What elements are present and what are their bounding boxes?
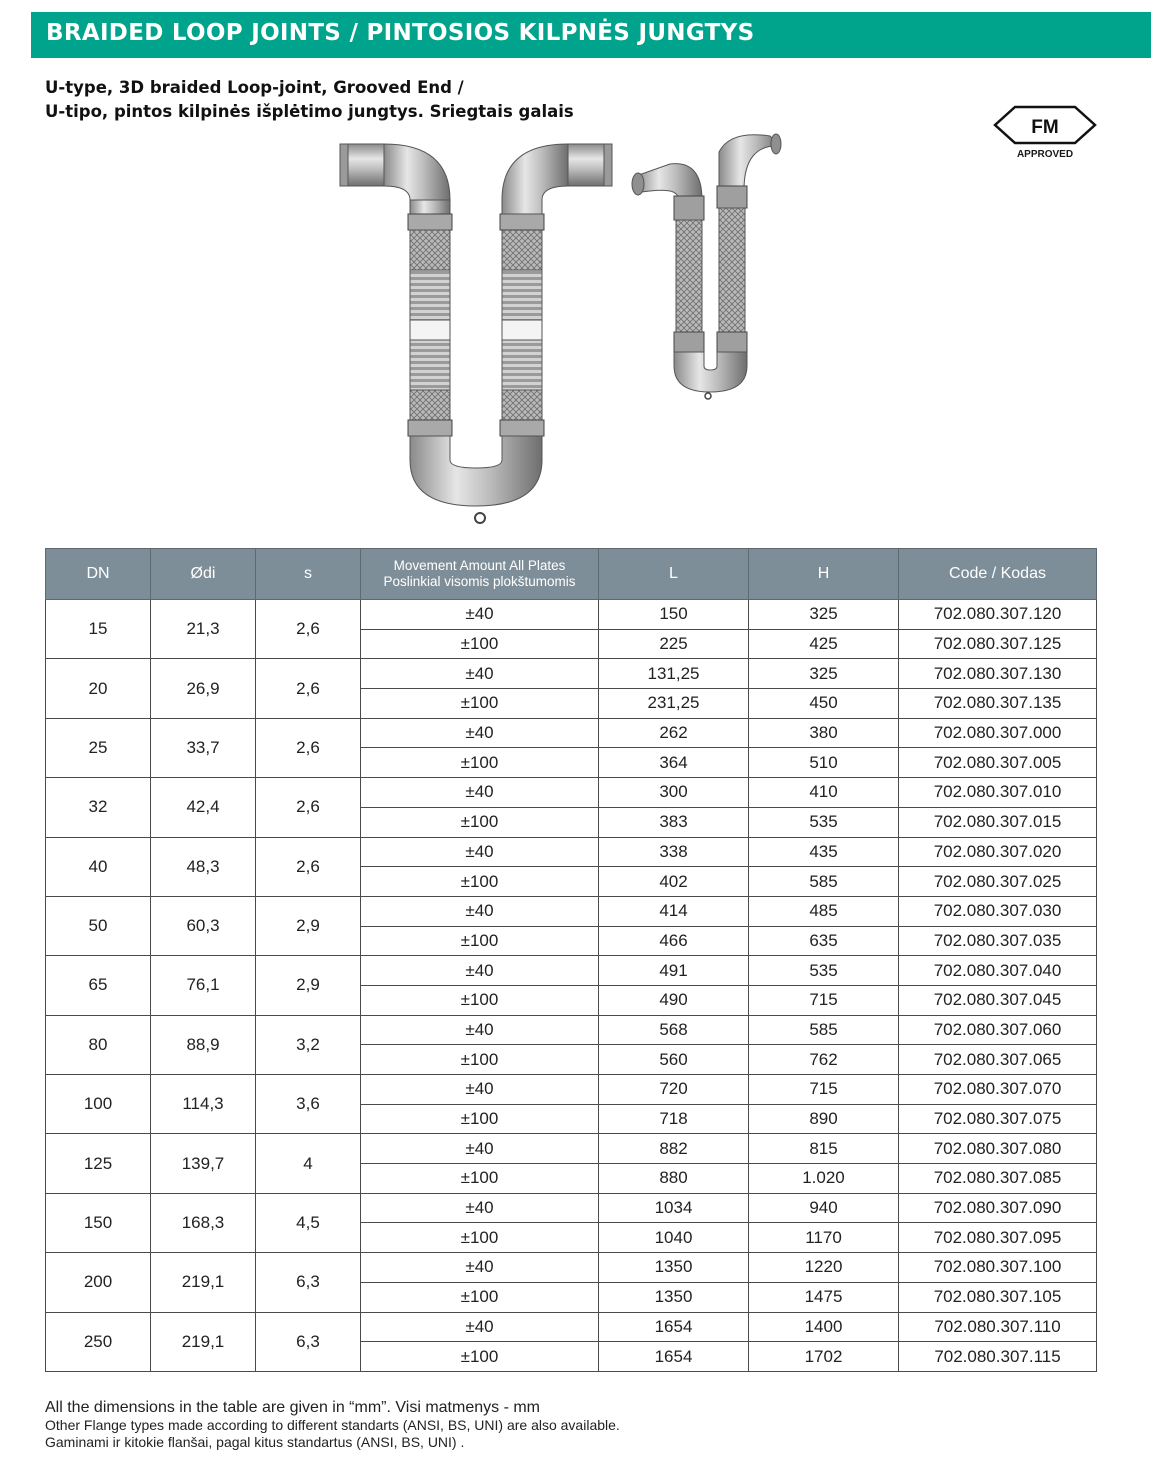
cell-movement: ±100: [361, 1342, 599, 1372]
cell-odi: 168,3: [151, 1193, 256, 1252]
cell-h: 762: [749, 1045, 899, 1075]
cell-odi: 48,3: [151, 837, 256, 896]
cell-h: 325: [749, 600, 899, 630]
cell-s: 3,6: [256, 1075, 361, 1134]
cell-l: 402: [599, 867, 749, 897]
cell-movement: ±40: [361, 778, 599, 808]
table-row: [46, 956, 1097, 986]
cell-s: 4,5: [256, 1193, 361, 1252]
cell-s: 4: [256, 1134, 361, 1193]
table-row: [46, 1312, 1097, 1342]
cell-s: 2,9: [256, 956, 361, 1015]
cell-code: 702.080.307.100: [899, 1253, 1097, 1283]
cell-odi: 33,7: [151, 718, 256, 777]
cell-l: 568: [599, 1015, 749, 1045]
cell-l: 491: [599, 956, 749, 986]
cell-code: 702.080.307.110: [899, 1312, 1097, 1342]
col-header-dn: DN: [46, 549, 151, 600]
cell-movement: ±40: [361, 1312, 599, 1342]
cell-h: 450: [749, 689, 899, 719]
cell-h: 1702: [749, 1342, 899, 1372]
cell-movement: ±40: [361, 1253, 599, 1283]
cell-l: 560: [599, 1045, 749, 1075]
cell-h: 715: [749, 1075, 899, 1105]
cell-h: 585: [749, 1015, 899, 1045]
cell-l: 880: [599, 1164, 749, 1194]
cell-l: 490: [599, 985, 749, 1015]
page-title: BRAIDED LOOP JOINTS / PINTOSIOS KILPNĖS JUNGTYS: [46, 20, 755, 46]
cell-movement: ±100: [361, 1045, 599, 1075]
cell-code: 702.080.307.125: [899, 629, 1097, 659]
cell-l: 300: [599, 778, 749, 808]
cell-code: 702.080.307.090: [899, 1193, 1097, 1223]
cell-l: 338: [599, 837, 749, 867]
table-header-row: [46, 549, 1097, 600]
cell-h: 585: [749, 867, 899, 897]
cell-l: 1350: [599, 1253, 749, 1283]
cell-l: 1350: [599, 1282, 749, 1312]
cell-l: 225: [599, 629, 749, 659]
cell-s: 2,6: [256, 600, 361, 659]
col-header-s: s: [256, 549, 361, 600]
cell-s: 2,9: [256, 896, 361, 955]
cell-h: 325: [749, 659, 899, 689]
cell-code: 702.080.307.035: [899, 926, 1097, 956]
cell-dn: 80: [46, 1015, 151, 1074]
cell-dn: 250: [46, 1312, 151, 1371]
cell-movement: ±40: [361, 1015, 599, 1045]
table-row: [46, 718, 1097, 748]
cell-odi: 42,4: [151, 778, 256, 837]
cell-s: 3,2: [256, 1015, 361, 1074]
fm-approved-badge: [993, 103, 1097, 163]
cell-h: 815: [749, 1134, 899, 1164]
cell-l: 383: [599, 807, 749, 837]
footer-note-flanges-en: Other Flange types made according to different standarts (ANSI, BS, UNI) are also available.: [45, 1417, 620, 1433]
cell-h: 715: [749, 985, 899, 1015]
col-header-odi: Ødi: [151, 549, 256, 600]
cell-code: 702.080.307.095: [899, 1223, 1097, 1253]
col-header-movement-en: Movement Amount All Plates: [393, 558, 566, 573]
u-loop-front-view: [340, 144, 612, 523]
cell-dn: 20: [46, 659, 151, 718]
cell-code: 702.080.307.130: [899, 659, 1097, 689]
cell-movement: ±40: [361, 1075, 599, 1105]
cell-movement: ±100: [361, 985, 599, 1015]
table-row: [46, 1075, 1097, 1105]
cell-code: 702.080.307.045: [899, 985, 1097, 1015]
u-loop-3d-view: [632, 134, 781, 399]
cell-code: 702.080.307.120: [899, 600, 1097, 630]
col-header-h: H: [749, 549, 899, 600]
cell-dn: 50: [46, 896, 151, 955]
cell-movement: ±100: [361, 867, 599, 897]
footer-note-flanges-lt: Gaminami ir kitokie flanšai, pagal kitus standartus (ANSI, BS, UNI) .: [45, 1434, 465, 1450]
cell-odi: 21,3: [151, 600, 256, 659]
cell-h: 890: [749, 1104, 899, 1134]
cell-movement: ±100: [361, 807, 599, 837]
table-row: [46, 1193, 1097, 1223]
cell-odi: 60,3: [151, 896, 256, 955]
col-header-code: Code / Kodas: [899, 549, 1097, 600]
cell-code: 702.080.307.005: [899, 748, 1097, 778]
cell-movement: ±40: [361, 1193, 599, 1223]
cell-code: 702.080.307.070: [899, 1075, 1097, 1105]
cell-odi: 219,1: [151, 1253, 256, 1312]
cell-s: 2,6: [256, 837, 361, 896]
subtitle-line-2: U-tipo, pintos kilpinės išplėtimo jungtys. Sriegtais galais: [45, 102, 574, 121]
loop-joint-illustration: [330, 130, 800, 530]
cell-h: 1170: [749, 1223, 899, 1253]
cell-code: 702.080.307.085: [899, 1164, 1097, 1194]
title-bar: [31, 12, 1151, 58]
table-row: [46, 1134, 1097, 1164]
cell-h: 1475: [749, 1282, 899, 1312]
cell-code: 702.080.307.030: [899, 896, 1097, 926]
col-header-movement: [361, 549, 599, 600]
cell-dn: 40: [46, 837, 151, 896]
cell-code: 702.080.307.020: [899, 837, 1097, 867]
cell-movement: ±100: [361, 748, 599, 778]
cell-odi: 219,1: [151, 1312, 256, 1371]
cell-s: 2,6: [256, 778, 361, 837]
spec-table: [45, 548, 1097, 1372]
cell-movement: ±40: [361, 837, 599, 867]
cell-movement: ±100: [361, 926, 599, 956]
cell-dn: 200: [46, 1253, 151, 1312]
cell-odi: 26,9: [151, 659, 256, 718]
cell-dn: 150: [46, 1193, 151, 1252]
cell-l: 1034: [599, 1193, 749, 1223]
cell-code: 702.080.307.080: [899, 1134, 1097, 1164]
cell-h: 1220: [749, 1253, 899, 1283]
cell-dn: 65: [46, 956, 151, 1015]
cell-s: 6,3: [256, 1312, 361, 1371]
cell-code: 702.080.307.065: [899, 1045, 1097, 1075]
table-row: [46, 837, 1097, 867]
cell-l: 720: [599, 1075, 749, 1105]
cell-dn: 125: [46, 1134, 151, 1193]
cell-l: 131,25: [599, 659, 749, 689]
cell-movement: ±100: [361, 1164, 599, 1194]
subtitle: [45, 76, 574, 124]
cell-movement: ±40: [361, 718, 599, 748]
cell-code: 702.080.307.115: [899, 1342, 1097, 1372]
cell-l: 231,25: [599, 689, 749, 719]
cell-code: 702.080.307.060: [899, 1015, 1097, 1045]
cell-odi: 76,1: [151, 956, 256, 1015]
cell-code: 702.080.307.040: [899, 956, 1097, 986]
cell-movement: ±100: [361, 689, 599, 719]
cell-odi: 114,3: [151, 1075, 256, 1134]
cell-dn: 100: [46, 1075, 151, 1134]
cell-l: 718: [599, 1104, 749, 1134]
cell-h: 435: [749, 837, 899, 867]
cell-h: 410: [749, 778, 899, 808]
cell-l: 466: [599, 926, 749, 956]
cell-code: 702.080.307.025: [899, 867, 1097, 897]
cell-movement: ±100: [361, 1223, 599, 1253]
cell-code: 702.080.307.105: [899, 1282, 1097, 1312]
cell-s: 2,6: [256, 718, 361, 777]
cell-h: 485: [749, 896, 899, 926]
cell-code: 702.080.307.000: [899, 718, 1097, 748]
cell-dn: 32: [46, 778, 151, 837]
cell-h: 510: [749, 748, 899, 778]
cell-movement: ±40: [361, 896, 599, 926]
cell-code: 702.080.307.135: [899, 689, 1097, 719]
table-row: [46, 600, 1097, 630]
footer-notes: [45, 1398, 620, 1451]
cell-h: 940: [749, 1193, 899, 1223]
fm-mark: FM: [1031, 117, 1059, 138]
cell-code: 702.080.307.015: [899, 807, 1097, 837]
cell-movement: ±40: [361, 600, 599, 630]
cell-l: 364: [599, 748, 749, 778]
cell-h: 535: [749, 807, 899, 837]
cell-l: 262: [599, 718, 749, 748]
table-row: [46, 1253, 1097, 1283]
cell-movement: ±40: [361, 1134, 599, 1164]
col-header-l: L: [599, 549, 749, 600]
table-row: [46, 659, 1097, 689]
cell-l: 1654: [599, 1342, 749, 1372]
cell-h: 535: [749, 956, 899, 986]
cell-s: 2,6: [256, 659, 361, 718]
cell-l: 882: [599, 1134, 749, 1164]
cell-l: 150: [599, 600, 749, 630]
cell-odi: 88,9: [151, 1015, 256, 1074]
cell-movement: ±100: [361, 1104, 599, 1134]
cell-movement: ±40: [361, 659, 599, 689]
cell-l: 1654: [599, 1312, 749, 1342]
cell-h: 1.020: [749, 1164, 899, 1194]
cell-h: 380: [749, 718, 899, 748]
cell-dn: 25: [46, 718, 151, 777]
table-body: [46, 600, 1097, 1372]
subtitle-line-1: U-type, 3D braided Loop-joint, Grooved End /: [45, 78, 464, 97]
fm-diamond-icon: [993, 103, 1097, 149]
cell-code: 702.080.307.010: [899, 778, 1097, 808]
table-row: [46, 778, 1097, 808]
cell-h: 635: [749, 926, 899, 956]
cell-code: 702.080.307.075: [899, 1104, 1097, 1134]
cell-movement: ±100: [361, 629, 599, 659]
cell-s: 6,3: [256, 1253, 361, 1312]
cell-movement: ±40: [361, 956, 599, 986]
fm-approved-label: APPROVED: [1016, 149, 1074, 160]
table-row: [46, 1015, 1097, 1045]
cell-dn: 15: [46, 600, 151, 659]
cell-odi: 139,7: [151, 1134, 256, 1193]
col-header-movement-lt: Poslinkial visomis plokštumomis: [383, 574, 576, 589]
cell-h: 1400: [749, 1312, 899, 1342]
table-row: [46, 896, 1097, 926]
footer-note-units: All the dimensions in the table are given in “mm”. Visi matmenys - mm: [45, 1399, 540, 1416]
cell-l: 1040: [599, 1223, 749, 1253]
cell-l: 414: [599, 896, 749, 926]
cell-h: 425: [749, 629, 899, 659]
cell-movement: ±100: [361, 1282, 599, 1312]
